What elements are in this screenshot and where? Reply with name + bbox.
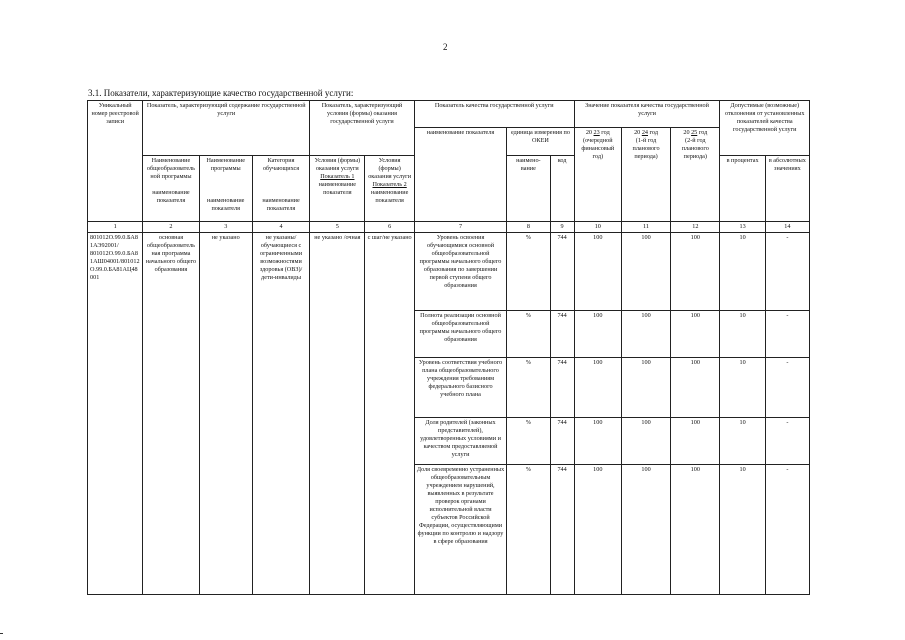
header-year-1: 20 23 год (очередной финансовый год) (574, 127, 621, 221)
header-content-indicator: Показатель, характеризующий содержание государственной услуги (143, 101, 310, 128)
header-unit-name: наимено-вание (507, 155, 550, 221)
header-students-category: Категория обучающихся наименование показателя (252, 155, 309, 221)
indicator-value-1: 100 (574, 464, 621, 594)
indicator-absolute: - (765, 464, 809, 594)
indicator-code: 744 (550, 464, 574, 594)
indicator-unit: % (507, 357, 550, 417)
header-allowed-deviation: Допустимые (возможные) отклонения от установленных показателей качества государственной услуги (720, 101, 810, 156)
indicator-value-1: 100 (574, 310, 621, 357)
indicator-name: Доля родителей (законных представителей), удовлетворенных условиями и качеством предоставляемой услуги (414, 417, 507, 464)
header-form-conditions-1: Условия (формы) оказания услуги Показатель 1 наименование показателя (310, 155, 365, 221)
scan-mark (0, 633, 3, 634)
column-number: 2 (143, 221, 199, 232)
indicator-value-3: 100 (671, 464, 720, 594)
indicator-value-1: 100 (574, 357, 621, 417)
indicator-name: Уровень освоения обучающимися основной общеобразовательной программы начального общего образования по завершении первой ступени общего образования (414, 232, 507, 310)
column-number: 11 (621, 221, 670, 232)
indicator-value-3: 100 (671, 232, 720, 310)
table-row (88, 232, 810, 310)
indicator-absolute: - (765, 310, 809, 357)
header-year-2: 20 24 год (1-й год планового периода) (621, 127, 670, 221)
record-program: основная общеобразовательная программа начального общего образования (143, 232, 199, 594)
record-code: 801012О.99.0.БА81АЭ92001/ 801012О.99.0.БА81АШ04001/801012О.99.0.БА81АЦ48001 (88, 232, 143, 594)
header-in-percent: в процентах (720, 155, 765, 221)
indicator-name: Доля своевременно устраненных общеобразовательным учреждением нарушений, выявленных в результате проверок органами исполнительной власти субъектов Российской Федерации, осуществляющими функции по контролю и надзору в сфере образования (414, 464, 507, 594)
column-number: 1 (88, 221, 143, 232)
header-unique-record: Уникальный номер реестровой записи (88, 101, 143, 222)
column-number: 10 (574, 221, 621, 232)
indicator-name: Уровень соответствия учебного плана общеобразовательного учреждения требованиям федерального базисного учебного плана (414, 357, 507, 417)
record-category: не указаны/ обучающиеся с ограниченными возможностями здоровья (ОВЗ)/дети-инвалиды (252, 232, 309, 594)
header-programs-name: Наименование программы наименование показателя (199, 155, 252, 221)
header-content-spacer (143, 127, 310, 155)
indicator-code: 744 (550, 357, 574, 417)
column-number: 12 (671, 221, 720, 232)
column-number: 9 (550, 221, 574, 232)
indicator-code: 744 (550, 417, 574, 464)
column-number: 8 (507, 221, 550, 232)
header-unit-code: код (550, 155, 574, 221)
record-form-2: с шаг/не указано (365, 232, 414, 594)
column-number: 6 (365, 221, 414, 232)
column-number: 14 (765, 221, 809, 232)
header-quality-value: Значение показателя качества государственной услуги (574, 101, 720, 128)
page-number: 2 (443, 42, 448, 52)
indicator-percent: 10 (720, 417, 765, 464)
record-program-name: не указано (199, 232, 252, 594)
indicator-code: 744 (550, 310, 574, 357)
header-conditions-indicator: Показатель, характеризующий условия (формы) оказания государственной услуги (310, 101, 415, 128)
indicator-value-3: 100 (671, 417, 720, 464)
indicator-value-2: 100 (621, 310, 670, 357)
indicator-name: Полнота реализации основной общеобразовательной программы начального общего образования (414, 310, 507, 357)
header-edu-program: Наименование общеобразовательной программы наименование показателя (143, 155, 199, 221)
record-form: не указано /очная (310, 232, 365, 594)
indicator-value-3: 100 (671, 357, 720, 417)
indicator-value-2: 100 (621, 357, 670, 417)
column-number: 5 (310, 221, 365, 232)
indicator-unit: % (507, 464, 550, 594)
indicator-percent: 10 (720, 310, 765, 357)
indicator-unit: % (507, 232, 550, 310)
column-number: 4 (252, 221, 309, 232)
indicator-absolute: - (765, 417, 809, 464)
header-indicator-name: наименование показателя (414, 127, 507, 221)
indicator-absolute: - (765, 232, 809, 310)
indicator-percent: 10 (720, 464, 765, 594)
indicator-absolute: - (765, 357, 809, 417)
header-quality-indicator: Показатель качества государственной услуги (414, 101, 574, 128)
indicator-value-1: 100 (574, 417, 621, 464)
indicator-value-2: 100 (621, 417, 670, 464)
section-title: 3.1. Показатели, характеризующие качество государственной услуги: (88, 88, 354, 98)
indicator-code: 744 (550, 232, 574, 310)
header-conditions-spacer (310, 127, 415, 155)
indicator-value-2: 100 (621, 232, 670, 310)
indicator-percent: 10 (720, 232, 765, 310)
indicator-value-1: 100 (574, 232, 621, 310)
column-number: 3 (199, 221, 252, 232)
indicator-unit: % (507, 417, 550, 464)
header-unit-okei: единица измерения по ОКЕИ (507, 127, 574, 155)
header-form-conditions-2: Условия (формы) оказания услуги Показатель 2 наименование показателя (365, 155, 414, 221)
indicator-value-2: 100 (621, 464, 670, 594)
column-numbers-row (88, 221, 810, 232)
indicator-unit: % (507, 310, 550, 357)
indicator-percent: 10 (720, 357, 765, 417)
column-number: 13 (720, 221, 765, 232)
header-in-absolute: в абсолютных значениях (765, 155, 809, 221)
quality-indicators-table (87, 100, 810, 595)
column-number: 7 (414, 221, 507, 232)
indicator-value-3: 100 (671, 310, 720, 357)
header-year-3: 20 25 год (2-й год планового периода) (671, 127, 720, 221)
